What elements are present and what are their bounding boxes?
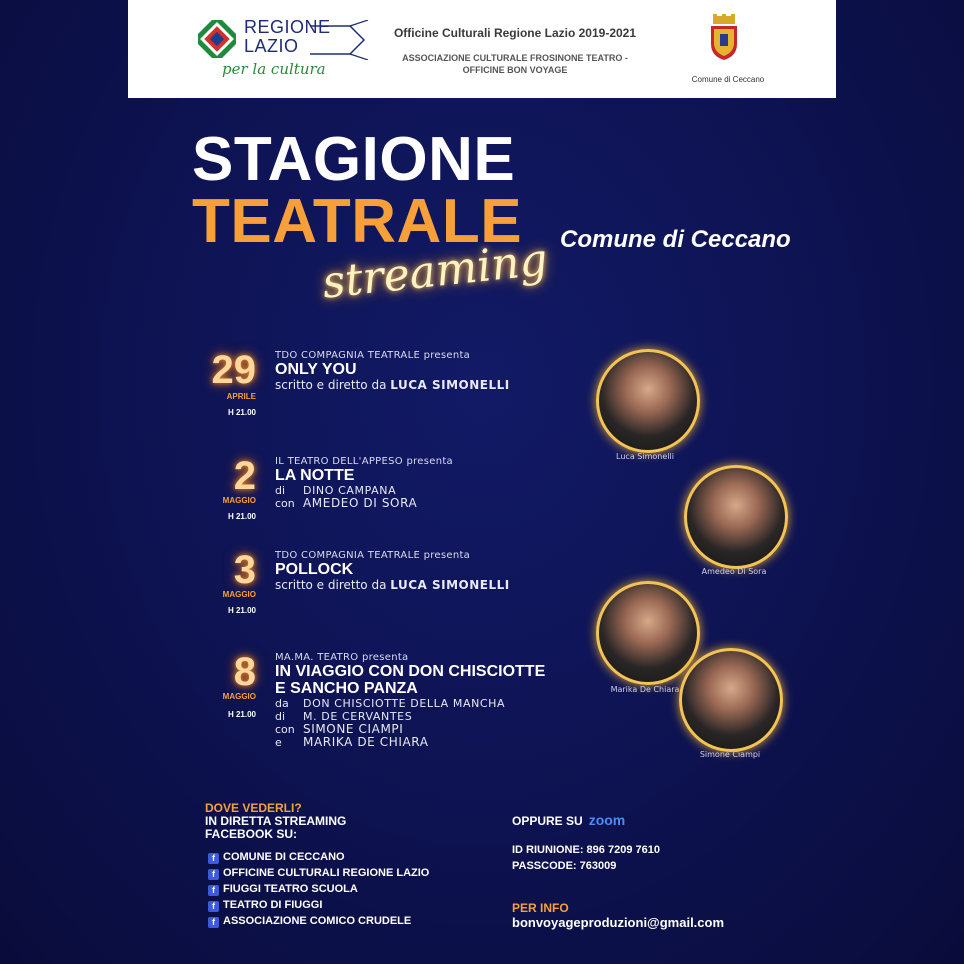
event-presenter: TDO COMPAGNIA TEATRALE presenta: [275, 550, 471, 561]
event-day: 29: [211, 348, 256, 392]
event-title: LA NOTTE: [275, 467, 355, 484]
header-band: [128, 0, 836, 98]
event-info: [275, 350, 575, 392]
event-date: [190, 652, 256, 722]
event-title: ONLY YOU: [275, 361, 357, 378]
header-title: Officine Culturali Regione Lazio 2019-2021: [393, 26, 637, 40]
facebook-icon: f: [208, 853, 219, 864]
photo-caption: Marika De Chiara: [610, 685, 680, 694]
zoom-info: [512, 812, 660, 874]
zoom-passcode: PASSCODE: 763009: [512, 860, 617, 872]
facebook-page-item: f FIUGGI TEATRO SCUOLA: [208, 883, 429, 899]
event-info: [275, 652, 575, 749]
event-hour: H 21.00: [227, 512, 256, 521]
zoom-meeting-id: ID RIUNIONE: 896 7209 7610: [512, 844, 660, 856]
photo-amedeo-di-sora: [684, 465, 788, 569]
event-card: [190, 350, 590, 430]
regione-lazio-emblem-icon: [198, 20, 236, 58]
facebook-icon: f: [208, 901, 219, 912]
regione-lazio-name: REGIONE LAZIO: [244, 17, 331, 56]
facebook-page-item: f OFFICINE CULTURALI REGIONE LAZIO: [208, 867, 429, 883]
event-hour: H 21.00: [227, 606, 256, 615]
zoom-credentials: [512, 842, 660, 874]
event-card: [190, 456, 590, 536]
photo-caption: Simone Ciampi: [699, 750, 761, 759]
where-to-watch: DOVE VEDERLI? IN DIRETTA STREAMING FACEBOOK SU:: [205, 801, 347, 841]
event-credits: da DON CHISCIOTTE DELLA MANCHA di M. DE CERVANTES con SIMONE CIAMPI e MARIKA DE CHIARA: [275, 697, 506, 749]
event-day: 3: [233, 548, 256, 592]
facebook-page-item: f ASSOCIAZIONE COMICO CRUDELE: [208, 915, 429, 931]
facebook-icon: f: [208, 917, 219, 928]
facebook-icon: f: [208, 869, 219, 880]
event-date: [190, 550, 256, 620]
event-card: [190, 550, 590, 630]
event-info: [275, 456, 575, 510]
event-month: APRILE: [226, 392, 256, 401]
event-day: 2: [233, 454, 256, 498]
regione-lazio-tagline: per la cultura: [222, 60, 326, 78]
photo-simone-ciampi: [679, 648, 783, 752]
crest-label: Comune di Ceccano: [691, 75, 765, 84]
headline-comune: Comune di Ceccano: [560, 226, 791, 253]
regione-lazio-logo: [198, 18, 368, 80]
event-presenter: MA.MA. TEATRO presenta: [275, 652, 409, 663]
header-text: [380, 26, 650, 76]
event-month: MAGGIO: [222, 692, 256, 701]
event-presenter: TDO COMPAGNIA TEATRALE presenta: [275, 350, 471, 361]
event-date: [190, 350, 256, 420]
headline-stagione: STAGIONE: [192, 125, 516, 194]
event-hour: H 21.00: [227, 710, 256, 719]
photo-marika-de-chiara: [596, 581, 700, 685]
event-date: [190, 456, 256, 526]
facebook-pages-list: [208, 851, 429, 931]
event-card: [190, 652, 590, 762]
headline-streaming: streaming: [319, 234, 550, 309]
photo-caption: Luca Simonelli: [616, 452, 674, 461]
header-subtitle: ASSOCIAZIONE CULTURALE FROSINONE TEATRO - OFFICINE BON VOYAGE: [402, 53, 628, 75]
event-month: MAGGIO: [222, 590, 256, 599]
facebook-icon: f: [208, 885, 219, 896]
photo-luca-simonelli: [596, 349, 700, 453]
comune-crest-icon: [708, 14, 740, 60]
event-title: IN VIAGGIO CON DON CHISCIOTTE E SANCHO PANZA: [275, 663, 546, 697]
info-email: bonvoyageproduzioni@gmail.com: [512, 915, 725, 930]
facebook-page-item: f COMUNE DI CECCANO: [208, 851, 429, 867]
zoom-heading: OPPURE SU zoom: [512, 812, 626, 828]
photo-caption: Amedeo Di Sora: [701, 567, 767, 576]
event-hour: H 21.00: [227, 408, 256, 417]
event-credits: scritto e diretto da LUCA SIMONELLI: [275, 578, 510, 592]
event-month: MAGGIO: [222, 496, 256, 505]
facebook-page-item: f TEATRO DI FIUGGI: [208, 899, 429, 915]
event-day: 8: [233, 650, 256, 694]
event-title: POLLOCK: [275, 561, 354, 578]
event-presenter: IL TEATRO DELL'APPESO presenta: [275, 456, 453, 467]
event-info: [275, 550, 575, 592]
info-label: PER INFO: [512, 901, 569, 915]
event-credits: scritto e diretto da LUCA SIMONELLI: [275, 378, 510, 392]
info-contact: [512, 901, 724, 930]
zoom-logo: zoom: [588, 812, 626, 828]
event-credits: di DINO CAMPANA con AMEDEO DI SORA: [275, 484, 418, 510]
regione-lazio-lines-icon: [310, 20, 370, 60]
headline-teatrale: TEATRALE: [192, 187, 523, 256]
